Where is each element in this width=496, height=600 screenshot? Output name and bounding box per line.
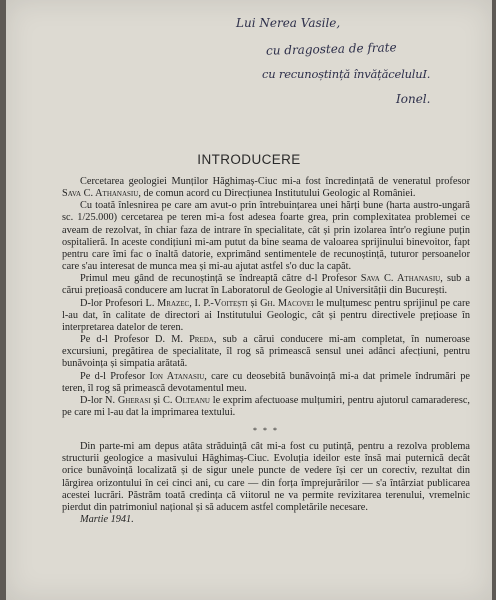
name-sava-athanasiu-2: Sava C. Athanasiu (360, 273, 441, 285)
paragraph-8: Din parte-mi am depus atâta străduință cât mi-a fost cu putință, pentru a rezolva problema structurii geologice a masivului Hăghimaș-Ciuc. Evoluția ideilor este însă mai puternică decât orice bunăvoință localizată și de sigur unele puncte de vedere își cer un corectiv, rezultat din lărgirea orizontului în cei cinci ani, cu care — din forța împrejurărilor — s'a întârziat publicarea acestei lucrări. Păstrăm toată credința că viitorul ne va permite revizitarea terenului, vremelnic pierdut din patrimoniul național și să aducem astfel completările necesare. (62, 441, 470, 513)
paragraph-1 (62, 176, 470, 200)
paragraph-7-end: le exprim afectuoase mulțumiri, pentru ajutorul camaraderesc, pe care mi l-au dat la imprimarea textului. (62, 394, 471, 418)
paragraph-3-end: , sub a cărui prețioasă conducere am lucrat în Laboratorul de Geologie al Universității din București. (62, 273, 470, 297)
paragraph-6-text: Pe d-l Profesor (80, 370, 146, 382)
paragraph-4-sep: , I. P.- (189, 297, 214, 309)
paragraph-4-text: D-lor Profesori (80, 297, 143, 309)
paragraph-7 (62, 395, 470, 419)
paragraph-7-and: și C. (150, 394, 173, 406)
paragraph-7-text: D-lor N. (80, 394, 116, 406)
paragraph-6 (62, 371, 470, 395)
dedication-line-3: cu recunoștință învățăceluluI. (262, 67, 431, 81)
name-sava-athanasiu: Sava C. Athanasiu (62, 188, 139, 200)
paragraph-5-end: , sub a cărui conducere mi-am completat, în numeroase excursiuni, pregătirea de specialitate, îl rog să primească sensul unei adânci afecțiuni, pentru bunăvoința și simpatia arătată. (62, 334, 470, 370)
paragraph-1-end: , de comun acord cu Direcțiunea Institutului Geologic al României. (138, 188, 416, 200)
dedication-line-1: Lui Nerea Vasile, (236, 16, 341, 30)
name-mrazec: L. Mrazec (145, 297, 190, 309)
name-gherasi: Gherasi (117, 394, 151, 406)
paragraph-2: Cu toată înlesnirea pe care am avut-o prin întrebuințarea unei hărți bune (harta austro-ungară sc. 1/25.000) cercetarea pe teren mi-a fost adesea foarte grea, prin complexitatea problemei ce aveam de rezolvat, în chiar faza de intrare în specialitate, cât și prin izolarea într'o regiune puțin ospitalieră. In aceste condițiuni mi-am putut da bine seama de valoarea sprijinului binevoitor, fapt pentru care îmi fac o înaltă datorie, exprimând sentimentele de recunoștință, tuturor persoanelor care s'au interesat de munca mea și mi-au ajutat astfel s'o duc la capăt. (62, 200, 470, 273)
page-title: INTRODUCERE (197, 152, 301, 167)
document-page (6, 0, 492, 600)
name-voitesti: Voitești (213, 297, 248, 309)
paragraph-5 (62, 334, 470, 370)
paragraph-1-text: Cercetarea geologiei Munților Hăghimaș-Ciuc mi-a fost încredințată de veneratul profesor (80, 176, 470, 187)
name-macovei: Gh. Macovei (260, 297, 314, 309)
dedication-signature: Ionel. (396, 92, 431, 106)
paragraph-4 (62, 298, 470, 334)
paragraph-3 (62, 273, 470, 297)
name-ion-atanasiu: Ion Atanasiu (149, 370, 205, 382)
paragraph-4-and: și (247, 297, 258, 309)
name-preda: Preda (189, 334, 214, 346)
dedication-line-2: cu dragostea de frate (265, 40, 397, 58)
name-olteanu: Olteanu (175, 394, 210, 406)
introduction-body (62, 176, 470, 526)
paragraph-3-text: Primul meu gând de recunoștință se îndreaptă către d-l Profesor (80, 273, 357, 285)
paragraph-6-end: , care cu deosebită bunăvoință mi-a dat primele îndrumări pe teren, îl rog să primească devotamentul meu. (62, 370, 470, 394)
paragraph-5-text: Pe d-l Profesor D. M. (80, 334, 183, 346)
date-line: Martie 1941. (80, 514, 134, 526)
paragraph-4-end: le mulțumesc pentru sprijinul pe care l-au dat, în calitate de directori ai Institutului Geologic, cât și pentru directivele prețioase în interpretarea datelor de teren. (62, 297, 470, 333)
section-separator: * * * (253, 426, 279, 436)
